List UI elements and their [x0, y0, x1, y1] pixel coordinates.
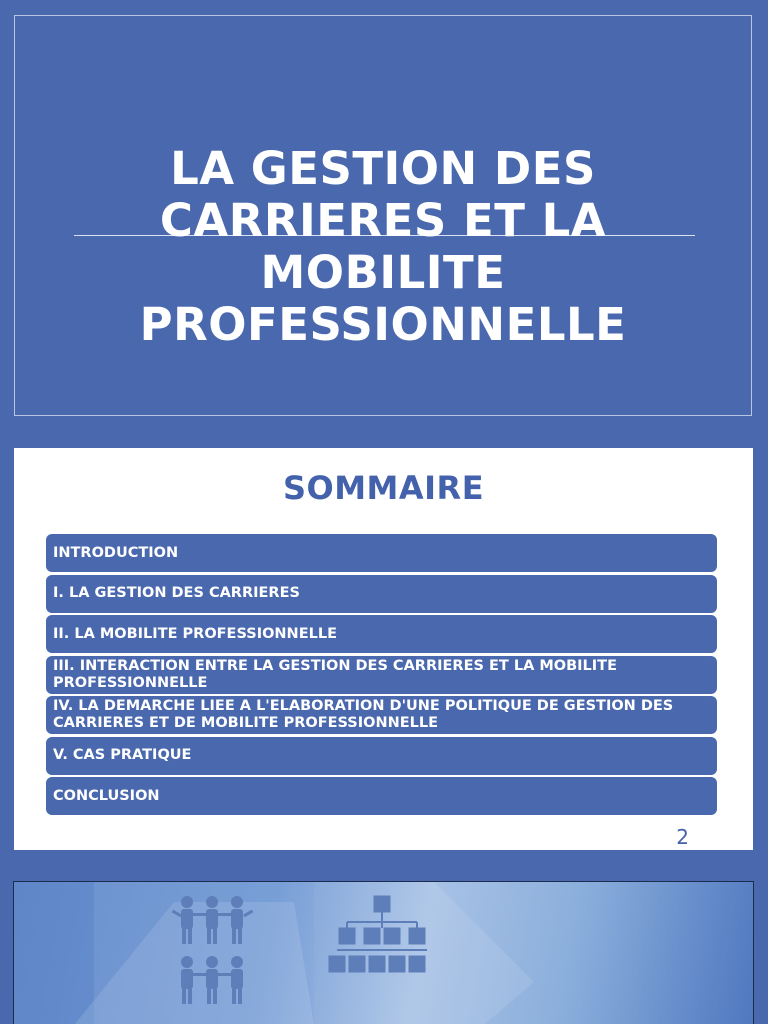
- image-slide: [13, 881, 754, 1024]
- toc-item-label: III. INTERACTION ENTRE LA GESTION DES CARRIERES ET LA MOBILITE PROFESSIONNELLE: [53, 657, 617, 691]
- toc-item-conclusion[interactable]: [46, 777, 717, 815]
- page-number: 2: [676, 825, 689, 849]
- toc-item-cas-pratique[interactable]: [46, 737, 717, 775]
- toc-item-mobilite[interactable]: [46, 615, 717, 653]
- toc-item-label: V. CAS PRATIQUE: [53, 747, 192, 763]
- toc-item-label: IV. LA DEMARCHE LIEE A L'ELABORATION D'UNE POLITIQUE DE GESTION DES CARRIERES ET DE MOBILITE PROFESSIONNELLE: [53, 698, 674, 731]
- slide-title: LA GESTION DES CARRIERES ET LA MOBILITE PROFESSIONNELLE: [139, 142, 627, 351]
- people-group-icon: [169, 892, 259, 1007]
- toc-item-demarche[interactable]: [46, 696, 717, 734]
- toc-item-label: CONCLUSION: [53, 787, 160, 804]
- toc-heading: SOMMAIRE: [282, 469, 485, 507]
- title-slide: [14, 15, 752, 416]
- toc-item-gestion-carrieres[interactable]: [46, 575, 717, 613]
- toc-item-label: I. LA GESTION DES CARRIERES: [53, 585, 300, 601]
- toc-item-label: II. LA MOBILITE PROFESSIONNELLE: [53, 625, 337, 642]
- org-chart-icon: [327, 894, 437, 989]
- toc-item-label: INTRODUCTION: [53, 544, 179, 561]
- toc-item-interaction[interactable]: [46, 656, 717, 694]
- toc-item-introduction[interactable]: [46, 534, 717, 572]
- toc-list: [46, 534, 717, 818]
- toc-slide: [14, 448, 753, 850]
